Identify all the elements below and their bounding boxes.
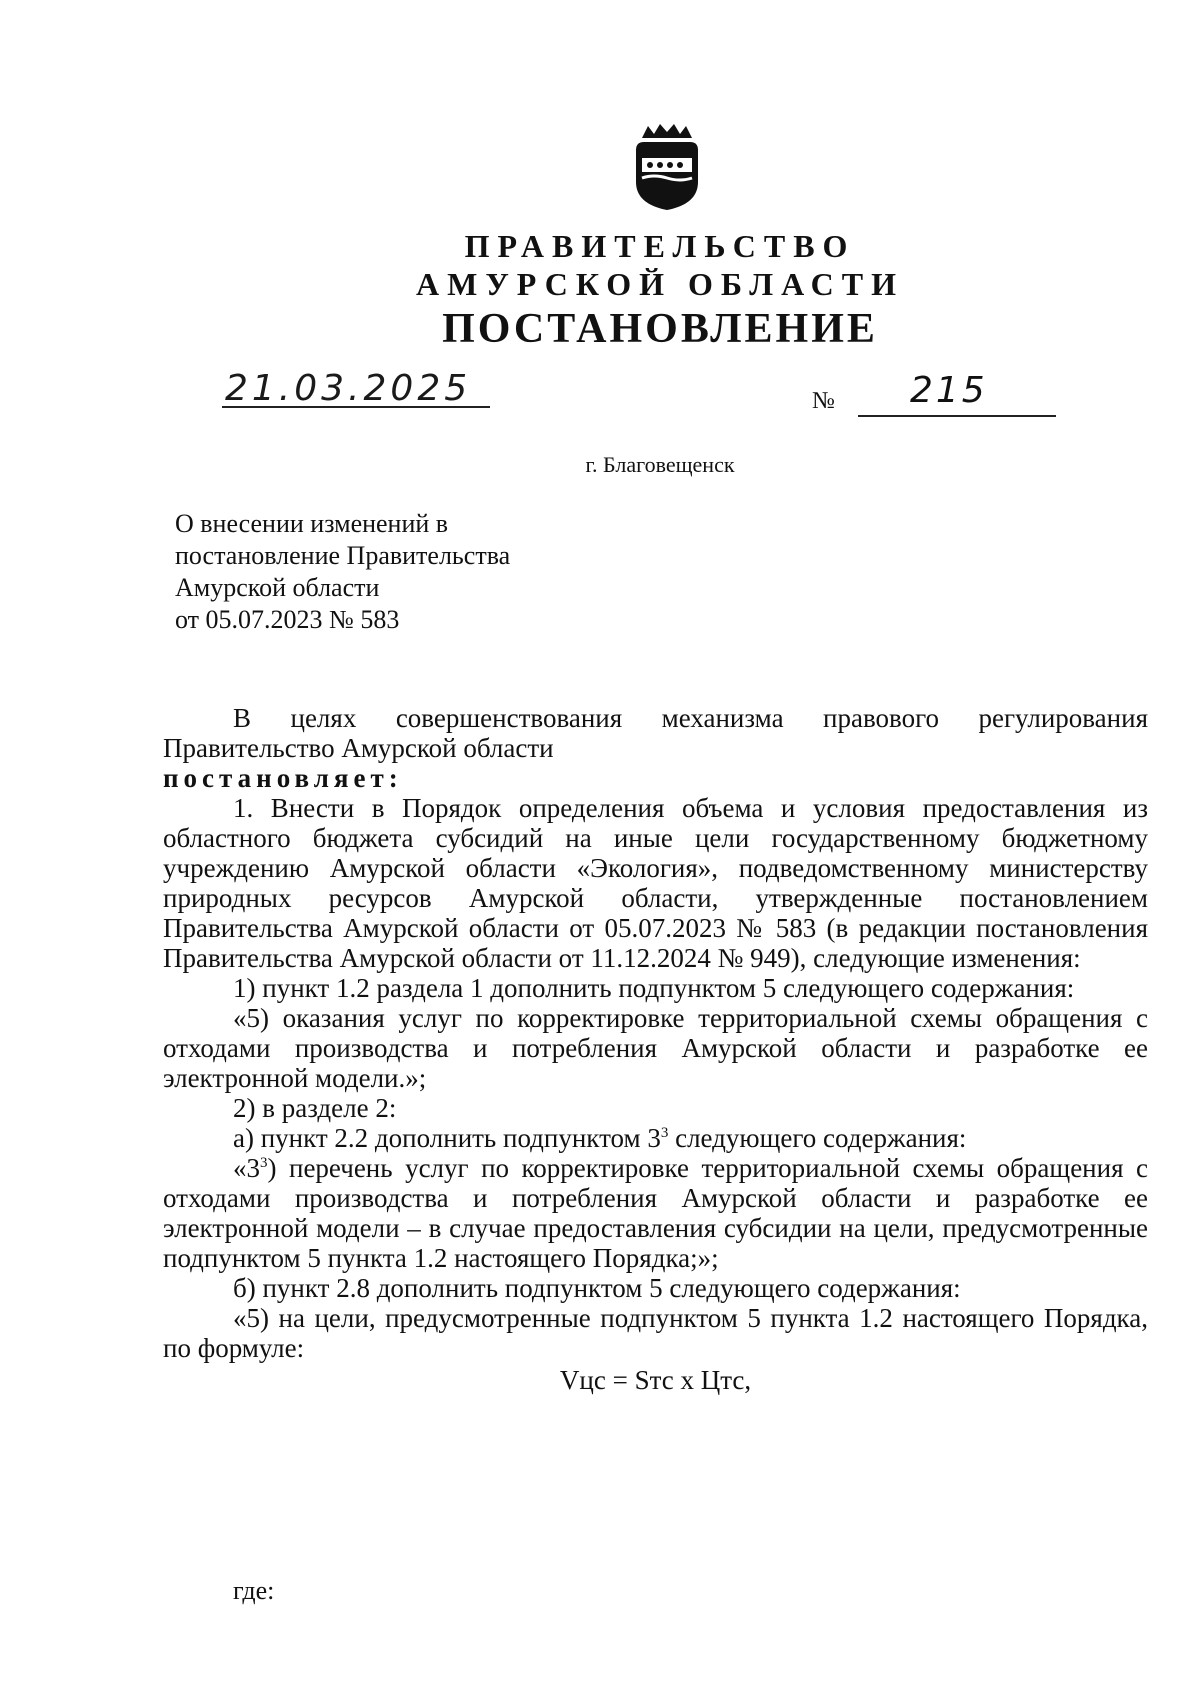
where-label: где: <box>233 1576 275 1605</box>
number-underline <box>858 415 1056 417</box>
document-date: 21.03.2025 <box>225 368 472 409</box>
decree-word: постановляет: <box>163 763 403 793</box>
text-run: следующего содержания: <box>668 1123 967 1153</box>
paragraph: 2) в разделе 2: <box>233 1093 397 1123</box>
paragraph <box>163 1123 1148 1153</box>
superscript: 3 <box>660 1125 669 1141</box>
paragraph: «5) на цели, предусмотренные подпунктом 5 пункта 1.2 настоящего Порядка, по формуле: <box>163 1303 1148 1363</box>
government-name-line2: АМУРСКОЙ ОБЛАСТИ <box>416 266 904 302</box>
text-run: ) перечень услуг по корректировке территориальной схемы обращения с отходами производства и потребления Амурской области и разработке ее электронной модели – в случае предоставления субсидии на цели, предусмотренные подпунктом 5 пункта 1.2 настоящего Порядка;»; <box>163 1153 1148 1273</box>
superscript: 3 <box>260 1155 268 1171</box>
government-name-line1: ПРАВИТЕЛЬСТВО <box>464 228 856 264</box>
document-type-title: ПОСТАНОВЛЕНИЕ <box>442 306 878 352</box>
preamble-line: Правительство Амурской области <box>163 733 554 763</box>
subject-line: О внесении изменений в <box>175 509 449 538</box>
document-subject <box>175 508 510 636</box>
city-name: г. Благовещенск <box>585 452 735 477</box>
document-number: 215 <box>910 370 988 411</box>
paragraph: 1) пункт 1.2 раздела 1 дополнить подпунктом 5 следующего содержания: <box>233 973 1075 1003</box>
formula: Vцс = Sтс x Цтс, <box>559 1365 752 1395</box>
preamble-line: В целях совершенствования механизма правового регулирования <box>233 703 1148 733</box>
coat-of-arms-icon <box>628 120 706 212</box>
paragraph <box>163 1153 1148 1273</box>
subject-line: Амурской области <box>175 573 380 602</box>
paragraph: 1. Внести в Порядок определения объема и условия предоставления из областного бюджета субсидий на иные цели государственному бюджетному учреждению Амурской области «Экология», подведомственному министерству природных ресурсов Амурской области, утвержденные постановлением Правительства Амурской области от 05.07.2023 № 583 (в редакции постановления Правительства Амурской области от 11.12.2024 № 949), следующие изменения: <box>163 793 1148 973</box>
subject-line: от 05.07.2023 № 583 <box>175 605 400 634</box>
date-underline <box>222 406 490 408</box>
text-run: а) пункт 2.2 дополнить подпунктом 3 <box>233 1123 661 1153</box>
document-body <box>163 703 1148 1395</box>
number-label: № <box>812 388 835 414</box>
paragraph: б) пункт 2.8 дополнить подпунктом 5 следующего содержания: <box>233 1273 961 1303</box>
text-run: «3 <box>233 1153 260 1183</box>
paragraph: «5) оказания услуг по корректировке территориальной схемы обращения с отходами производства и потребления Амурской области и разработке ее электронной модели.»; <box>163 1003 1148 1093</box>
subject-line: постановление Правительства <box>175 541 511 570</box>
